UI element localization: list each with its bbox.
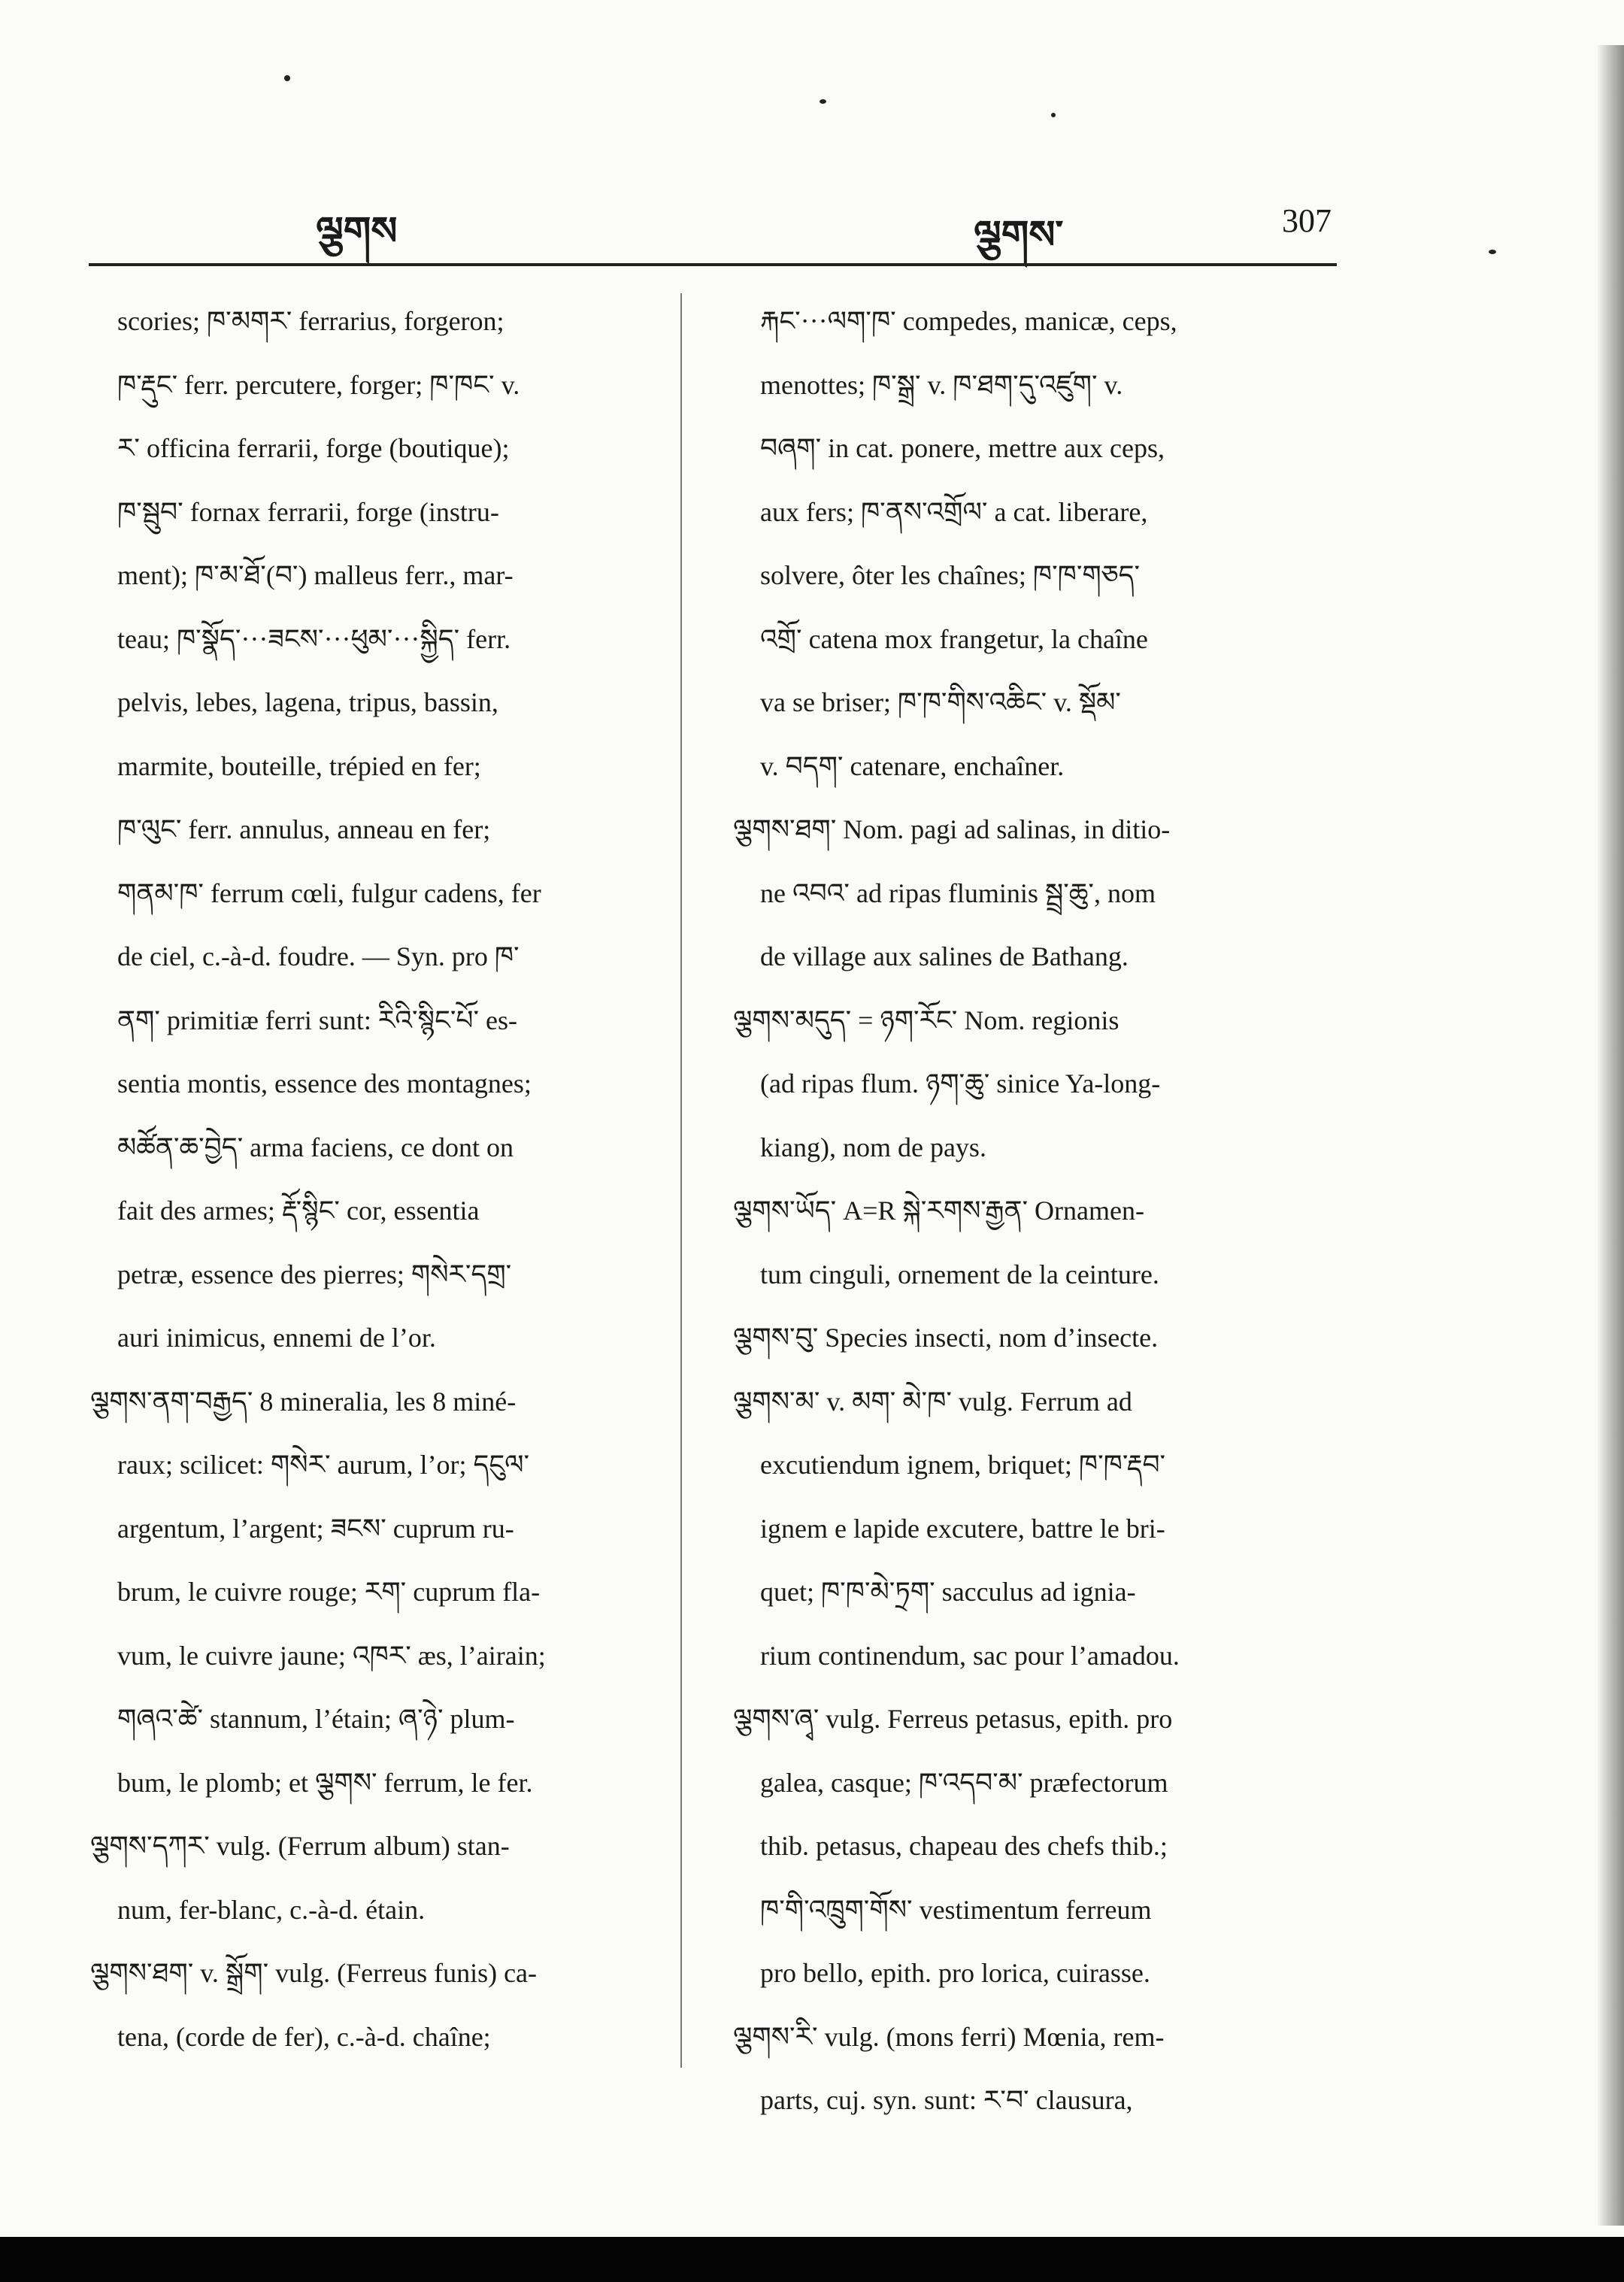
entry-line: fait des armes; རྡོ་སྙིང་ cor, essentia	[117, 1196, 480, 1226]
entry-line: ལྕགས་བུ་ Species insecti, nom d’insecte.	[733, 1323, 1159, 1353]
entry-line: tum cinguli, ornement de la ceinture.	[760, 1259, 1159, 1289]
entry-line: pelvis, lebes, lagena, tripus, bassin,	[117, 687, 498, 717]
ink-speck	[820, 99, 826, 104]
entry-line: ར་ officina ferrarii, forge (boutique);	[117, 433, 510, 463]
entry-line: marmite, bouteille, trépied en fer;	[117, 750, 481, 781]
entry-line: ལྕགས་ཐག་ v. སྒྲོག་ vulg. (Ferreus funis) ca-	[90, 1958, 538, 1988]
entry-line: འགྲོ་ catena mox frangetur, la chaîne	[760, 623, 1148, 654]
entry-line: argentum, l’argent; ཟངས་ cuprum ru-	[117, 1513, 514, 1544]
ink-speck	[284, 75, 290, 81]
entry-line: num, fer-blanc, c.-à-d. étain.	[117, 1894, 426, 1925]
entry-line: rium continendum, sac pour l’amadou.	[760, 1640, 1180, 1671]
entry-line: scories; ཁ་མགར་ ferrarius, forgeron;	[117, 306, 504, 336]
entry-line: བཞག་ in cat. ponere, mettre aux ceps,	[760, 433, 1165, 463]
entry-line: raux; scilicet: གསེར་ aurum, l’or; དངུལ་	[117, 1450, 530, 1480]
entry-line: གཞའ་ཚེ་ stannum, l’étain; ཞ་ཉེ་ plum-	[117, 1704, 515, 1734]
entry-line: ལྕགས་མ་ v. མག་ མེ་ཁ་ vulg. Ferrum ad	[733, 1386, 1132, 1417]
entry-line: ignem e lapide excutere, battre le bri-	[760, 1513, 1165, 1544]
entry-line: petræ, essence des pierres; གསེར་དགྲ་	[117, 1259, 512, 1289]
entry-line: tena, (corde de fer), c.-à-d. chaîne;	[117, 2021, 491, 2052]
entry-line: thib. petasus, chapeau des chefs thib.;	[760, 1831, 1168, 1861]
running-head-right: ལྕགས་	[974, 213, 1064, 258]
entry-line: ལྕགས་མདུད་ = ཉག་རོང་ Nom. regionis	[733, 1005, 1120, 1035]
entry-line: bum, le plomb; et ལྕགས་ ferrum, le fer.	[117, 1767, 533, 1798]
entry-line: ལྕགས་ཐག་ Nom. pagi ad salinas, in ditio-	[733, 814, 1171, 844]
entry-line: kiang), nom de pays.	[760, 1132, 986, 1162]
entry-line: ལྕགས་ནག་བརྒྱད་ 8 mineralia, les 8 miné-	[90, 1386, 517, 1417]
entry-line: parts, cuj. syn. sunt: ར་བ་ clausura,	[760, 2085, 1133, 2115]
entry-line: ལྕགས་རི་ vulg. (mons ferri) Mœnia, rem-	[733, 2021, 1165, 2052]
right-column	[733, 289, 1320, 2132]
scan-bottom-border	[0, 2237, 1624, 2282]
entry-line: ཁ་རྡུང་ ferr. percutere, forger; ཁ་ཁང་ v.	[117, 369, 520, 400]
entry-line: ཁ་སྦུབ་ fornax ferrarii, forge (instru-	[117, 496, 499, 527]
entry-line: menottes; ཁ་སྒྲ་ v. ཁ་ཐག་དུ་འཛུག་ v.	[760, 369, 1123, 400]
entry-line: brum, le cuivre rouge; རག་ cuprum fla-	[117, 1577, 541, 1607]
entry-line: v. བདག་ catenare, enchaîner.	[760, 750, 1065, 781]
entry-line: de village aux salines de Bathang.	[760, 941, 1129, 971]
entry-line: ལྕགས་དཀར་ vulg. (Ferrum album) stan-	[90, 1831, 510, 1861]
entry-line: de ciel, c.-à-d. foudre. — Syn. pro ཁ་	[117, 941, 520, 971]
entry-line: ཁ་གི་འཁྲུག་གོས་ vestimentum ferreum	[760, 1894, 1152, 1925]
entry-line: གནམ་ཁ་ ferrum cœli, fulgur cadens, fer	[117, 877, 541, 908]
entry-line: aux fers; ཁ་ནས་འགྲོལ་ a cat. liberare,	[760, 496, 1148, 527]
ink-speck	[1051, 113, 1056, 117]
column-divider	[680, 293, 682, 2068]
header-rule	[89, 263, 1337, 266]
entry-line: (ad ripas flum. ཉག་ཆུ་ sinice Ya-long-	[760, 1068, 1161, 1099]
entry-line: ཁ་ལུང་ ferr. annulus, anneau en fer;	[117, 814, 491, 844]
running-head-left: ལྕགས	[316, 209, 398, 254]
entry-line: རྐང་···ལག་ཁ་ compedes, manicæ, ceps,	[760, 306, 1177, 336]
page-edge-shadow	[1598, 45, 1624, 2226]
entry-line: vum, le cuivre jaune; འཁར་ æs, l’airain;	[117, 1640, 546, 1671]
entry-line: teau; ཁ་སྣོད་···ཟངས་···ཕུམ་···སྐྱིད་ ferr.	[117, 623, 511, 654]
ink-speck	[1489, 250, 1496, 254]
page-number: 307	[1282, 202, 1332, 239]
entry-line: solvere, ôter les chaînes; ཁ་ཁ་གཅད་	[760, 560, 1141, 590]
entry-line: ment); ཁ་མ་ཐོ་(བ་) malleus ferr., mar-	[117, 560, 514, 590]
entry-line: ne འབའ་ ad ripas fluminis སྦྲ་ཆུ་, nom	[760, 877, 1156, 908]
entry-line: ལྕགས་ཞྭ་ vulg. Ferreus petasus, epith. pro	[733, 1704, 1173, 1734]
entry-line: va se briser; ཁ་ཁ་གིས་འཆིང་ v. སྡོམ་	[760, 687, 1121, 717]
entry-line: galea, casque; ཁ་འདབ་མ་ præfectorum	[760, 1767, 1168, 1798]
entry-line: auri inimicus, ennemi de l’or.	[117, 1323, 436, 1353]
entry-line: excutiendum ignem, briquet; ཁ་ཁ་རྡབ་	[760, 1450, 1166, 1480]
entry-line: pro bello, epith. pro lorica, cuirasse.	[760, 1958, 1150, 1988]
entry-line: མཚོན་ཆ་བྱེད་ arma faciens, ce dont on	[117, 1132, 514, 1162]
left-column	[90, 289, 669, 2068]
entry-line: ནག་ primitiæ ferri sunt: རིའི་སྙིང་པོ་ es-	[117, 1005, 517, 1035]
entry-line: sentia montis, essence des montagnes;	[117, 1068, 532, 1099]
entry-line: quet; ཁ་ཁ་མེ་ཏྲག་ sacculus ad ignia-	[760, 1577, 1136, 1607]
entry-line: ལྕགས་ཡོད་ A=R སྐེ་རགས་རྒྱན་ Ornamen-	[733, 1196, 1144, 1226]
